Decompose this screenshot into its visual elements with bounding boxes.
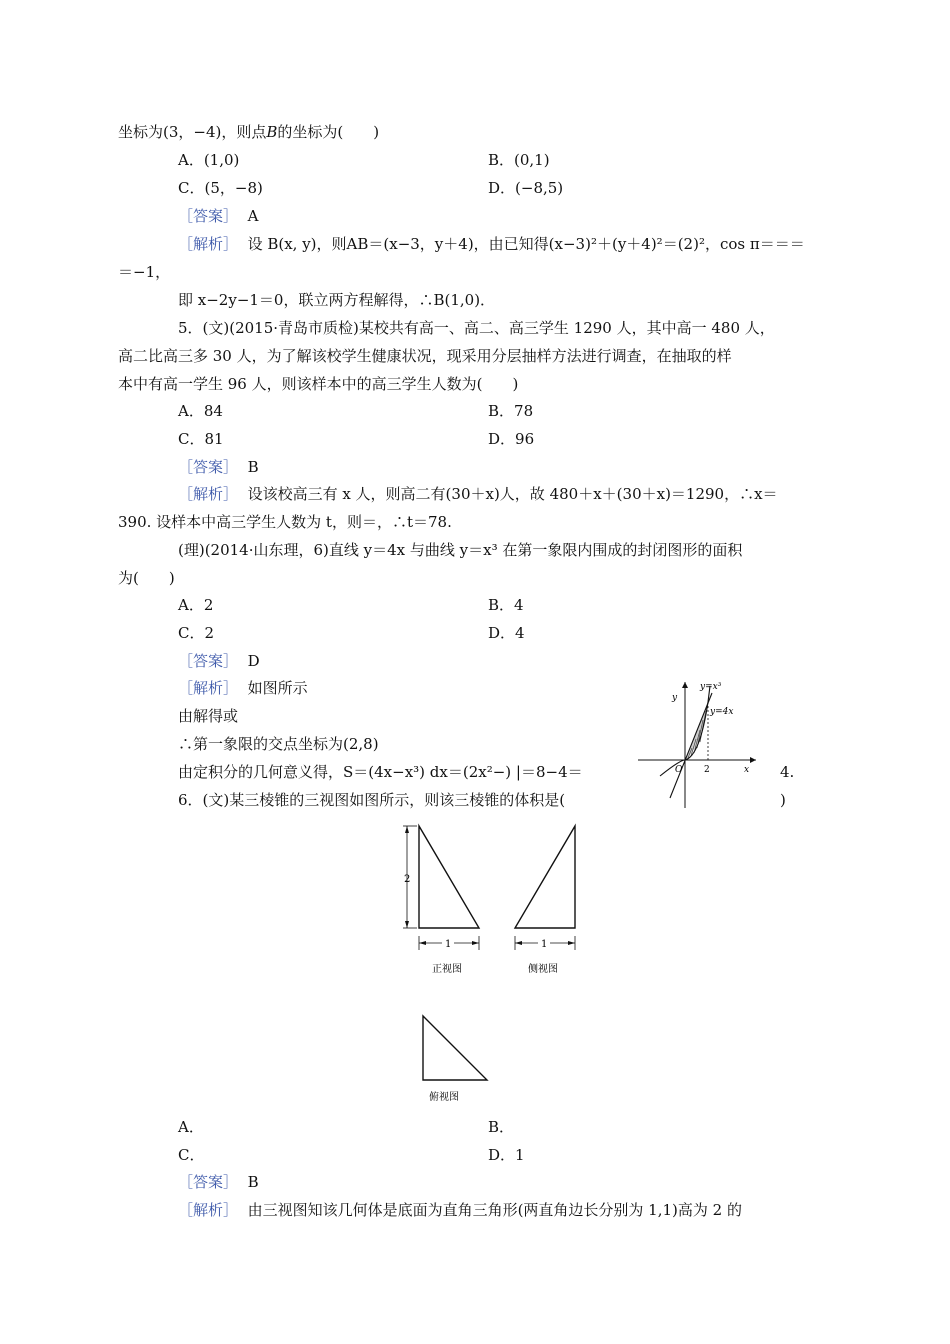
- q6-stem-end: ): [780, 791, 786, 809]
- answer-tag: ［答案］: [178, 652, 239, 670]
- q5-option-b: B．78: [488, 402, 534, 420]
- q4-stem-var: B: [266, 123, 278, 141]
- q4-analysis: [178, 234, 805, 254]
- q6-option-a: A．: [178, 1118, 204, 1136]
- answer-tag: ［答案］: [178, 1173, 239, 1191]
- front-view-label: 正视图: [432, 964, 462, 975]
- side-view-triangle: [515, 826, 575, 928]
- q4-option-d: D．(−8,5): [488, 179, 564, 197]
- analysis-text: 设 B(x, y)，则AB＝(x−3，y＋4)，由已知得(x−3)²＋(y＋4)²＝(2)²，cos π＝＝＝: [247, 235, 805, 253]
- three-view-figure: [395, 818, 595, 1108]
- answer-value: B: [247, 1173, 259, 1191]
- top-view-triangle: [423, 1016, 487, 1080]
- label-two: 2: [704, 765, 710, 775]
- q4-analysis-line-3: 即 x−2y−1＝0，联立两方程解得，∴B(1,0)．: [178, 291, 496, 309]
- q6-option-d: D．1: [488, 1146, 525, 1164]
- answer-tag: ［答案］: [178, 207, 239, 225]
- q4-stem-text: 坐标为(3，−4)，则点: [118, 123, 267, 141]
- y-axis-arrow: [682, 682, 688, 688]
- q5li-analysis-line-3: ∴第一象限的交点坐标为(2,8): [178, 735, 379, 753]
- dim-front-width-label: 1: [445, 939, 452, 950]
- analysis-text: 设该校高三有 x 人，则高二有(30＋x)人，故 480＋x＋(30＋x)＝1290，∴x＝: [247, 485, 778, 503]
- q5-option-c: C．81: [178, 430, 224, 448]
- answer-tag: ［答案］: [178, 458, 239, 476]
- front-view-triangle: [419, 826, 479, 928]
- top-view-label: 俯视图: [429, 1092, 459, 1103]
- q4-stem: [118, 122, 379, 142]
- line-y4x: [670, 693, 712, 798]
- label-y: y: [672, 693, 678, 703]
- q4-analysis-line-2: ＝−1，: [118, 263, 171, 281]
- x-axis-arrow: [750, 757, 756, 763]
- analysis-tag: ［解析］: [178, 679, 239, 697]
- side-view-label: 侧视图: [528, 964, 558, 975]
- q5li-answer: [178, 651, 260, 671]
- q5-stem-line-2: 高二比高三多 30 人，为了解该校学生健康状况，现采用分层抽样方法进行调查，在抽取的样: [118, 347, 732, 365]
- q5li-option-d: D．4: [488, 624, 525, 642]
- analysis-tag: ［解析］: [178, 485, 239, 503]
- q5li-stem-line-1: (理)(2014·山东理，6)直线 y＝4x 与曲线 y＝x³ 在第一象限内围成的封闭图形的面积: [178, 541, 743, 559]
- q6-stem: 6．(文)某三棱锥的三视图如图所示，则该三棱锥的体积是(: [178, 791, 566, 809]
- q5-stem-line-3: 本中有高一学生 96 人，则该样本中的高三学生人数为( ): [118, 375, 519, 393]
- q6-analysis: [178, 1200, 742, 1220]
- q5li-analysis: [178, 678, 308, 698]
- answer-value: B: [247, 458, 259, 476]
- q5-analysis-line-2: 390. 设样本中高三学生人数为 t，则＝，∴t＝78.: [118, 513, 452, 531]
- q5li-analysis-line-4-end: 4.: [780, 763, 795, 781]
- q4-option-c: C．(5，−8): [178, 179, 263, 197]
- analysis-text: 如图所示: [247, 679, 308, 697]
- q6-option-c: C．: [178, 1146, 205, 1164]
- q5li-stem-line-2: 为( ): [118, 569, 175, 587]
- label-line: y=4x: [710, 707, 734, 717]
- q5-option-a: A．84: [178, 402, 223, 420]
- q5li-analysis-line-4: 由定积分的几何意义得，S＝(4x−x³) dx＝(2x²−) |＝8−4＝: [178, 763, 583, 781]
- q6-answer: [178, 1172, 259, 1192]
- q5-analysis: [178, 484, 778, 504]
- integral-graph: [630, 676, 762, 810]
- dim-side-width-label: 1: [541, 939, 548, 950]
- q5li-option-b: B．4: [488, 596, 524, 614]
- q4-option-b: B．(0,1): [488, 151, 550, 169]
- analysis-tag: ［解析］: [178, 235, 239, 253]
- analysis-text: 由三视图知该几何体是底面为直角三角形(两直角边长分别为 1,1)高为 2 的: [247, 1201, 742, 1219]
- q5li-analysis-line-2: 由解得或: [178, 707, 239, 725]
- q6-option-b: B．: [488, 1118, 515, 1136]
- label-x: x: [744, 765, 750, 775]
- q4-option-a: A．(1,0): [178, 151, 240, 169]
- q5-answer: [178, 457, 259, 477]
- q5li-option-c: C．2: [178, 624, 215, 642]
- q4-answer: [178, 206, 258, 226]
- label-origin: O: [675, 765, 683, 775]
- answer-value: A: [247, 207, 259, 225]
- analysis-tag: ［解析］: [178, 1201, 239, 1219]
- q4-stem-end: 的坐标为( ): [277, 123, 380, 141]
- dim-height-label: 2: [404, 874, 411, 885]
- q5li-option-a: A．2: [178, 596, 214, 614]
- label-curve: y=x³: [700, 682, 722, 692]
- q5-option-d: D．96: [488, 430, 535, 448]
- answer-value: D: [247, 652, 260, 670]
- q5-stem-line-1: 5．(文)(2015·青岛市质检)某校共有高一、高二、高三学生 1290 人，其中高一 480 人，: [178, 319, 775, 337]
